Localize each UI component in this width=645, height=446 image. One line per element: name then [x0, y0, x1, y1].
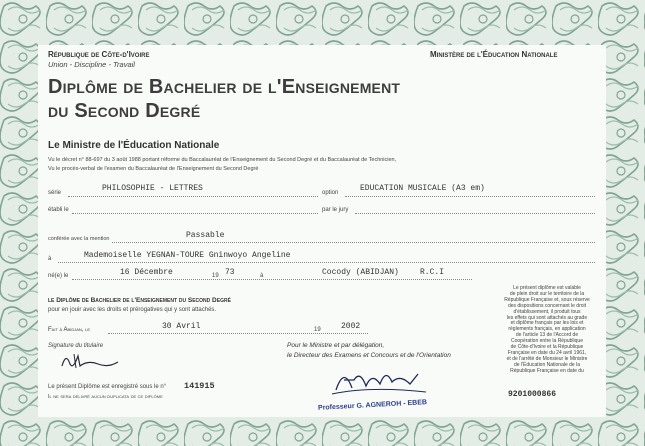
recipient-name: Mademoiselle YEGNAN-TOURE Gninwoyo Angeline — [84, 251, 291, 260]
birth-place-label: à — [260, 273, 264, 279]
issue-date: 30 Avril — [162, 322, 201, 331]
etabli-rule — [72, 213, 318, 214]
issue-rule — [108, 333, 368, 334]
diploma-title-line1: Diplôme de Bachelier de l'Enseignement — [48, 76, 401, 98]
birth-century: 19 — [212, 273, 219, 279]
duplicate-warning: Il ne sera délivré aucun duplicata de ce diplôme — [48, 394, 163, 400]
validity-note-line: règlements français, en application — [508, 326, 586, 333]
serie-rule — [68, 196, 318, 197]
validity-note-line: et diplôme français par les lois et — [510, 320, 584, 327]
preamble-decree: Vu le décret n° 88-697 du 3 août 1988 portant réforme du Baccalauréat de l'Enseignement du Second Degré et du Baccalauréat de Technicien, — [48, 157, 397, 163]
serie-value: PHILOSOPHIE - LETTRES — [102, 184, 203, 193]
validity-note-line: de Côte-d'Ivoire et la République — [510, 344, 584, 351]
validity-note-line: Coopération entre la République — [511, 338, 583, 345]
mention-rule — [112, 242, 595, 243]
holder-signature — [58, 348, 128, 374]
ministry-name: Ministère de l'Éducation Nationale — [430, 50, 558, 59]
recipient-a-label: à — [48, 256, 52, 262]
director-title: le Directeur des Examens et Concours et de l'Orientation — [287, 352, 451, 359]
serial-number: 9201000866 — [508, 390, 557, 399]
authority-heading: Le Ministre de l'Éducation Nationale — [48, 140, 220, 151]
option-value: EDUCATION MUSICALE (A3 em) — [360, 184, 485, 193]
validity-note-line: République Française en date du — [510, 367, 584, 374]
birth-label: né(e) le — [48, 273, 69, 279]
republic-name: République de Côte-d'Ivoire — [48, 50, 150, 59]
validity-note-line: des dispositions concernant le droit — [507, 302, 587, 309]
birth-place: Cocody (ABIDJAN) — [322, 268, 399, 277]
award-title: le Diplôme de Bachelier de l'Enseignement du Second Degré — [48, 297, 231, 304]
validity-note-line: République Française et, sous réserve — [504, 296, 590, 303]
jury-rule — [355, 213, 595, 214]
validity-note-line: les effets qui sont attachés au grade — [506, 314, 588, 321]
etabli-label: établi le — [48, 207, 69, 213]
register-number: 141915 — [184, 381, 215, 391]
validity-note-line: de plein droit sur le territoire de la — [509, 290, 585, 297]
validity-note — [496, 286, 598, 375]
preamble-minutes: Vu le procès-verbal de l'examen du Baccalauréat de l'Enseignement du Second Degré — [48, 166, 259, 172]
award-rights: pour en jouir avec les droits et prérogatives qui y sont attachés. — [48, 307, 217, 313]
mention-value: Passable — [186, 231, 225, 240]
validity-note-line: de l'Éducation Nationale de la — [513, 361, 580, 368]
name-rule — [58, 262, 595, 263]
birth-year: 73 — [225, 268, 235, 277]
option-label: option — [322, 190, 339, 196]
validity-note-line: de l'article 13 de l'Accord de — [515, 332, 579, 339]
issue-year: 2002 — [341, 322, 361, 331]
director-signature — [330, 360, 430, 400]
serie-label: série — [48, 190, 62, 196]
issue-century: 19 — [314, 327, 321, 333]
minister-delegation: Pour le Ministre et par délégation, — [287, 342, 385, 349]
birth-date: 16 Décembre — [120, 268, 173, 277]
validity-note-line: Le présent diplôme est valable — [513, 285, 581, 291]
diploma-title-line2: du Second Degré — [48, 100, 201, 122]
director-stamp: Professeur G. AGNEROH - EBEB — [317, 399, 428, 412]
national-motto: Union - Discipline - Travail — [48, 60, 135, 69]
holder-signature-label: Signature du titulaire — [48, 343, 104, 349]
issue-place-label: Fait à Abidjan, le — [48, 327, 91, 333]
birth-country: R.C.I — [420, 268, 445, 277]
register-label: Le présent Diplôme est enregistré sous le n° — [48, 384, 167, 390]
option-rule — [345, 196, 595, 197]
validity-note-line: Française en date du 24 avril 1961, — [507, 349, 587, 356]
jury-label: par le jury — [322, 207, 349, 213]
validity-note-line: d'établissement, il produit tous — [513, 308, 581, 315]
birth-rule — [72, 279, 472, 280]
validity-note-line: et de l'arrêté de Monsieur le Ministre — [506, 355, 588, 362]
mention-label: conférée avec la mention — [48, 236, 110, 242]
